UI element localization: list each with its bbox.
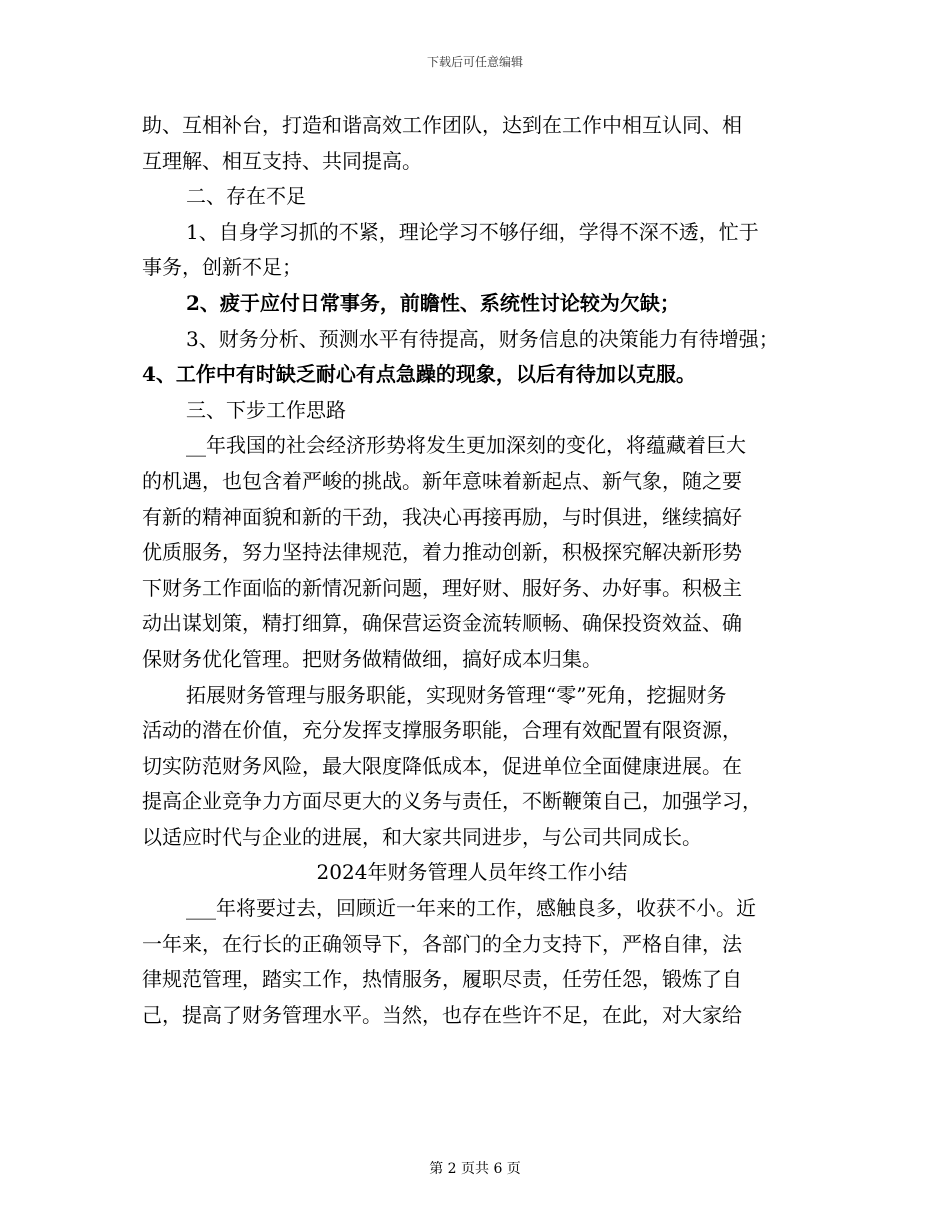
body-line: 一年来，在行长的正确领导下，各部门的全力支持下，严格自律，法 bbox=[142, 931, 742, 956]
body-line: 律规范管理，踏实工作，热情服务，履职尽责，任劳任怨，锻炼了自 bbox=[142, 967, 742, 992]
body-line: 下财务工作面临的新情况新问题，理好财、服好务、办好事。积极主 bbox=[142, 575, 742, 600]
list-item-continuation: 事务，创新不足； bbox=[142, 255, 302, 280]
list-item: 4、工作中有时缺乏耐心有点急躁的现象，以后有待加以克服。 bbox=[142, 362, 696, 387]
list-item: 3、财务分析、预测水平有待提高，财务信息的决策能力有待增强； bbox=[186, 326, 779, 351]
body-line: 提高企业竞争力方面尽更大的义务与责任，不断鞭策自己，加强学习， bbox=[142, 789, 762, 814]
body-line: 优质服务，努力坚持法律规范，着力推动创新，积极探究解决新形势 bbox=[142, 540, 742, 565]
section-heading: 二、存在不足 bbox=[186, 184, 306, 209]
document-title: 2024年财务管理人员年终工作小结 bbox=[316, 860, 628, 885]
document-body bbox=[142, 108, 802, 1033]
body-line: 以适应时代与企业的进展，和大家共同进步，与公司共同成长。 bbox=[142, 824, 702, 849]
body-line: 拓展财务管理与服务职能，实现财务管理“零”死角，挖掘财务 bbox=[186, 682, 727, 707]
body-line: ___年将要过去，回顾近一年来的工作，感触良多，收获不小。近 bbox=[186, 896, 756, 921]
body-line: 己，提高了财务管理水平。当然，也存在些许不足，在此，对大家给 bbox=[142, 1002, 742, 1027]
list-item: 2、疲于应付日常事务，前瞻性、系统性讨论较为欠缺； bbox=[186, 290, 680, 315]
body-line: 保财务优化管理。把财务做精做细，搞好成本归集。 bbox=[142, 646, 602, 671]
page-header: 下载后可任意编辑 bbox=[426, 55, 523, 69]
page-number: 第 2 页共 6 页 bbox=[429, 1161, 521, 1177]
body-line: 动出谋划策，精打细算，确保营运资金流转顺畅、确保投资效益、确 bbox=[142, 611, 742, 636]
body-line: 助、互相补台，打造和谐高效工作团队，达到在工作中相互认同、相 bbox=[142, 113, 742, 137]
body-line: 切实防范财务风险，最大限度降低成本，促进单位全面健康进展。在 bbox=[142, 753, 742, 778]
list-item: 1、自身学习抓的不紧，理论学习不够仔细，学得不深不透，忙于 bbox=[186, 219, 759, 244]
body-line: 有新的精神面貌和新的干劲，我决心再接再励，与时俱进，继续搞好 bbox=[142, 504, 742, 529]
body-line: 互理解、相互支持、共同提高。 bbox=[142, 148, 422, 173]
body-line: 的机遇，也包含着严峻的挑战。新年意味着新起点、新气象，随之要 bbox=[142, 468, 742, 493]
section-heading: 三、下步工作思路 bbox=[186, 397, 346, 422]
body-line: __年我国的社会经济形势将发生更加深刻的变化，将蕴藏着巨大 bbox=[186, 433, 746, 458]
body-line: 活动的潜在价值，充分发挥支撑服务职能，合理有效配置有限资源， bbox=[142, 718, 742, 743]
